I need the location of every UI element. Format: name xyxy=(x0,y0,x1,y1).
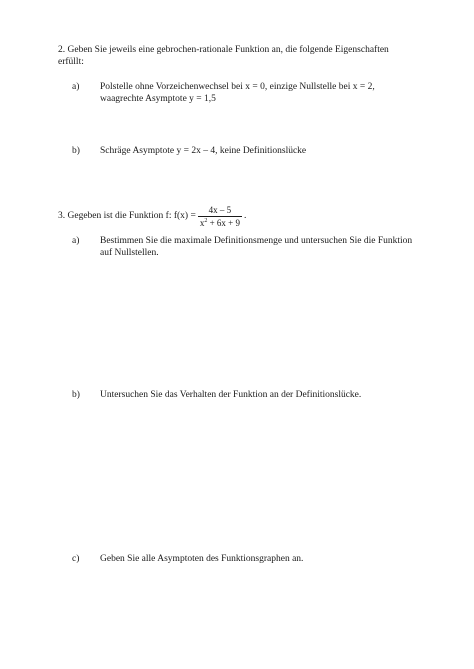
task3a-label: a) xyxy=(72,236,80,246)
fraction-denominator xyxy=(198,217,242,228)
task3-heading xyxy=(58,205,246,228)
denominator-rest: + 6x + 9 xyxy=(207,218,240,228)
fraction-numerator: 4x – 5 xyxy=(208,205,232,215)
task3a-line2: auf Nullstellen. xyxy=(100,248,159,258)
task3c-label: c) xyxy=(72,554,80,564)
task2b-text: Schräge Asymptote y = 2x – 4, keine Definitionslücke xyxy=(100,146,307,156)
task2a-label: a) xyxy=(72,82,80,92)
task3b-text: Untersuchen Sie das Verhalten der Funktion an der Definitionslücke. xyxy=(100,390,362,400)
task3c-text: Geben Sie alle Asymptoten des Funktionsgraphen an. xyxy=(100,554,304,564)
task2-heading-line1: 2. Geben Sie jeweils eine gebrochen-rationale Funktion an, die folgende Eigenschaften xyxy=(58,45,389,55)
task2-heading-line2: erfüllt: xyxy=(58,57,84,67)
denominator-x: x xyxy=(199,218,205,228)
task2b-label: b) xyxy=(72,146,80,156)
task2a-line1: Polstelle ohne Vorzeichenwechsel bei x = 0, einzige Nullstelle bei x = 2, xyxy=(100,82,375,92)
task3-intro: 3. Gegeben ist die Funktion f: f(x) = xyxy=(58,210,196,221)
task3-period: . xyxy=(243,210,247,221)
function-fraction xyxy=(198,205,242,228)
task3a-line1: Bestimmen Sie die maximale Definitionsmenge und untersuchen Sie die Funktion xyxy=(100,236,413,246)
task3b-label: b) xyxy=(72,390,80,400)
task2a-line2: waagrechte Asymptote y = 1,5 xyxy=(100,94,216,104)
denominator-exponent: 2 xyxy=(204,218,208,224)
